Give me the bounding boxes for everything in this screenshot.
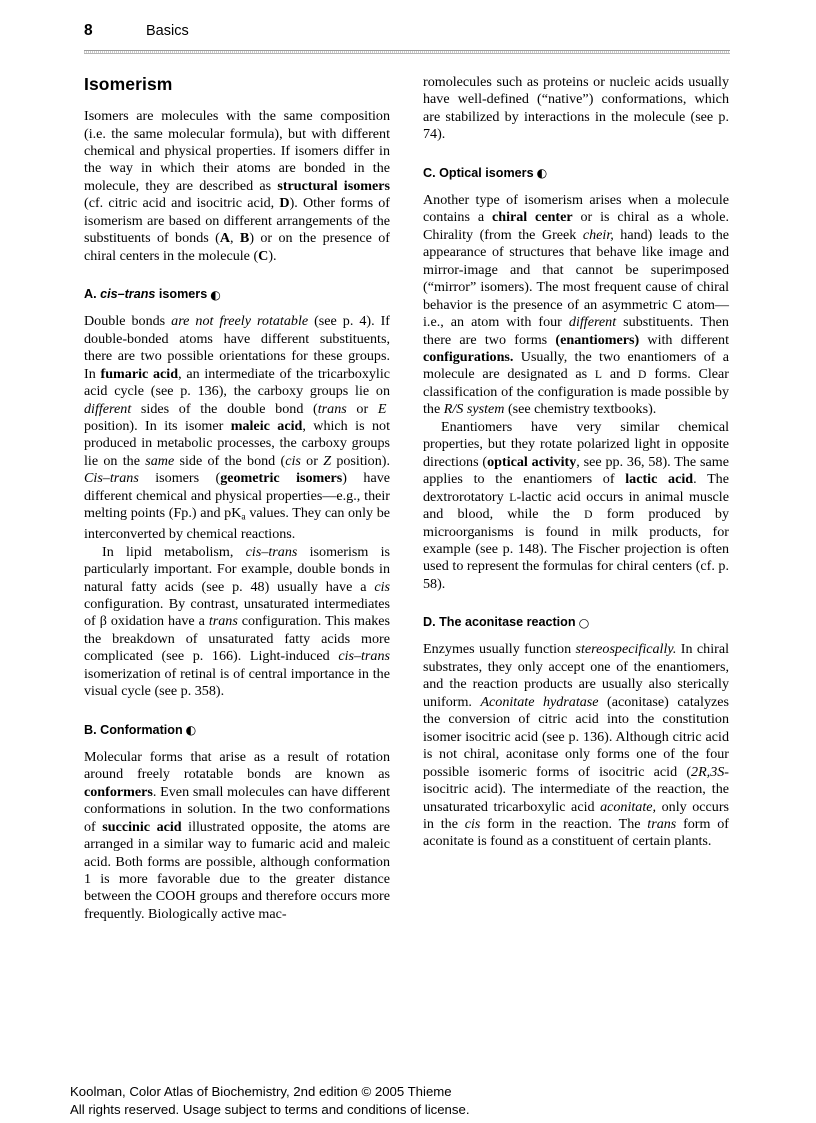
section-heading-b-text: B. Conformation (84, 722, 183, 737)
running-head-section: Basics (146, 23, 189, 39)
section-d-paragraph-1: Enzymes usually function stereospecifically. In chiral substrates, they only accept one of the enantiomers, and the reaction products are usually also sterically uniform. Aconitate hydratase (aconitase) catalyzes the conversion of citric acid into the constitution isomer isocitric acid (see p. 136). Although citric acid is not chiral, aconitase only forms one of the four possible isomeric forms of isocitric acid (2R,3S-isocitric acid). The intermediate of the reaction, the unsaturated tricarboxylic acid aconitate, only occurs in the cis form in the reaction. The trans form of aconitate is found as a constituent of certain plants. (423, 641, 729, 850)
intro-paragraph: Isomers are molecules with the same composition (i.e. the same molecular formula), but with different chemical and physical properties. If isomers differ in the way in which their atoms are bonded in the molecule, they are described as structural isomers (cf. citric acid and isocitric acid, D). Other forms of isomerism are based on different arrangements of the substituents of bonds (A, B) or on the presence of chiral centers in the molecule (C). (84, 108, 391, 264)
running-head (84, 22, 730, 46)
left-column (84, 74, 390, 1064)
section-a-paragraph-1: Double bonds are not freely rotatable (see p. 4). If double-bonded atoms have different substituents, there are two possible orientations for these groups. In fumaric acid, an intermediate of the tricarboxylic acid cycle (see p. 136), the carboxy groups lie on different sides of the double bond (trans or E position). In its isomer maleic acid, which is not produced in metabolic processes, the carboxy groups lie on the same side of the bond (cis or Z position). Cis–trans isomers (geometric isomers) have different chemical and physical properties—e.g., their melting points (Fp.) and $pK_a$ values. They can only be interconverted by chemical reactions. (84, 313, 391, 543)
section-heading-d-text: D. The aconitase reaction (423, 615, 576, 630)
section-heading-d (423, 615, 729, 630)
page-footer (70, 1083, 750, 1118)
half-filled-circle-icon: ◐ (536, 166, 548, 181)
section-heading-a (84, 287, 390, 302)
section-heading-c (423, 166, 729, 181)
open-circle-icon: ○ (578, 615, 590, 630)
half-filled-circle-icon: ◐ (185, 723, 197, 738)
section-heading-a-text: A. cis–trans isomers (84, 287, 208, 302)
section-b-paragraph-1: Molecular forms that arise as a result of rotation around freely rotatable bonds are known as conformers. Even small molecules can have different conformations in solution. In the two conformations of succinic acid illustrated opposite, the atoms are arranged in a similar way to fumaric acid and maleic acid. Both forms are possible, although conformation 1 is more favorable due to the greater distance between the COOH groups and therefore occurs more frequently. Biologically active mac- (84, 748, 390, 922)
license-line: All rights reserved. Usage subject to terms and conditions of license. (70, 1101, 470, 1117)
section-c-paragraph-1: Another type of isomerism arises when a molecule contains a chiral center or is chiral as a whole. Chirality (from the Greek cheir, hand) leads to the appearance of structures that behave like image and mirror-image and that cannot be superimposed (“mirror” isomers). The most frequent cause of chiral behavior is the presence of an asymmetric C atom—i.e., an atom with four different substituents. Then there are two forms (enantiomers) with different configurations. Usually, the two enantiomers of a molecule are designated as L and D forms. Clear classification of the configuration is made possible by the R/S system (see chemistry textbooks). (423, 191, 730, 418)
page-title: Isomerism (84, 74, 173, 94)
page-number: 8 (84, 22, 93, 39)
section-c-paragraph-2: Enantiomers have very similar chemical properties, but they rotate polarized light in opposite directions (optical activity, see pp. 36, 58). The same applies to the enantiomers of lactic acid. The dextrorotatory L-lactic acid occurs in animal muscle and blood, while the D form produced by microorganisms is found in milk products, for example (see p. 148). The Fischer projection is often used to represent the formulas for chiral centers (cf. p. 58). (423, 418, 730, 592)
section-a-paragraph-2: In lipid metabolism, cis–trans isomerism is particularly important. For example, double bonds in natural fatty acids (see p. 48) usually have a cis configuration. By contrast, unsaturated intermediates of β oxidation have a trans configuration. This makes the breakdown of unsaturated fatty acids more complicated (see p. 166). Light-induced cis–trans isomerization of retinal is of central importance in the visual cycle (see p. 358). (84, 543, 391, 700)
copyright-line: Koolman, Color Atlas of Biochemistry, 2nd edition © 2005 Thieme (70, 1084, 452, 1099)
body-columns (84, 74, 730, 1064)
section-heading-b (84, 723, 390, 738)
section-heading-c-text: C. Optical isomers (423, 165, 534, 180)
half-filled-circle-icon: ◐ (210, 287, 221, 302)
continuation-paragraph: romolecules such as proteins or nucleic acids usually have well-defined (“native”) conformations, which are stabilized by interactions in the molecule (see p. 74). (423, 74, 729, 143)
header-rule (84, 50, 730, 54)
right-column (423, 74, 729, 1064)
